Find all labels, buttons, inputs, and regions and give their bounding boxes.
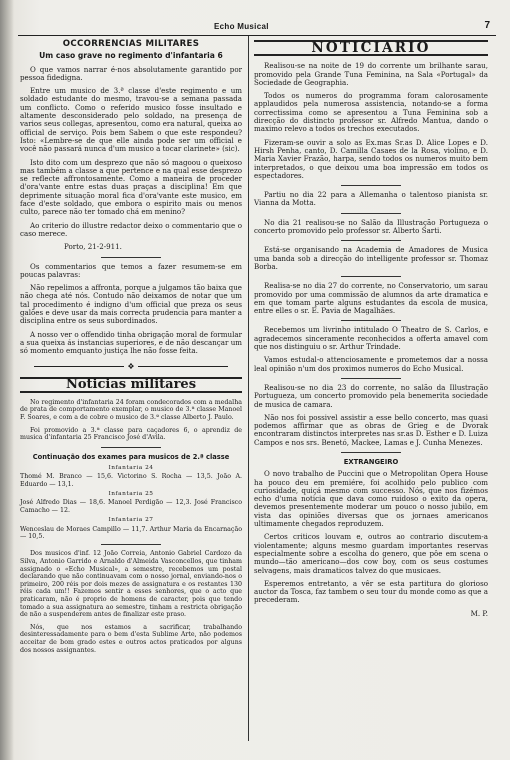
- news-item: Dos musicos d'inf. 12 João Correia, Antonio Gabriel Cardozo da Silva, Antonio Garrido e Arnaldo d'Almeida Vasconcellos, que tinham assignado o «Echo Musical», a semestre, recebemos um postal declarando que não continuavam com o nosso jornal, enviando-nos o primeiro, 200 réis por dois mezes de assignatura e os restantes 130 réis cada um!! Fazemos sentir a esses senhores, que o acto que praticaram, não é proprio de homens de caracter, pois que tendo tomado a sua assignatura ao semestre, tinham a restricta obrigação de não a suspenderem antes de finalizar este praso.: [20, 550, 242, 619]
- ornamental-divider: [20, 362, 242, 371]
- noticiario-title-box: [254, 40, 488, 56]
- exam-unit: Infantaria 27: [108, 517, 154, 524]
- paragraph: Não nos foi possivel assistir a esse bello concerto, mas quasi podemos affirmar que as obras de Grieg e de Dvorak encontraram distinctos interpretes nas sr.as D. Esther e D. Luiza Campos e nos srs. Benetó, Mackee, Lamas e J. Cunha Menezes.: [254, 412, 488, 447]
- article-subtitle: Um caso grave no regimento d'infantaria 6: [39, 51, 223, 61]
- divider-rule: [341, 378, 401, 379]
- exam-result: Thomé M. Branco — 15,6. Victorino S. Rocha — 13,5. João A. Eduardo — 13,1.: [20, 473, 242, 488]
- section-title-noticias-militares: Noticias militares: [65, 376, 197, 392]
- paragraph: O novo trabalho de Puccini que o Metropolitan Opera House ha pouco deu em premiére, foi acolhido pelo publico com curiosidade, quiçá mesmo com successo. Nós, que nos fizémos echo d'uma noticia que dava como ruidoso o exito da opera, devemos presentemente moderar um pouco o nosso jubilo, em vista das opiniões diversas que os jornaes americanos ultimamente chegados reproduzem.: [254, 469, 488, 529]
- section-title-occorrencias: OCCORRENCIAS MILITARES: [62, 39, 200, 49]
- right-column: [254, 38, 488, 623]
- divider-rule: [101, 257, 161, 258]
- paragraph: Ao criterio do illustre redactor deixo o commentario que o caso merece.: [20, 220, 242, 238]
- paragraph: O que vamos narrar é-nos absolutamente garantido por pessoa fidedigna.: [20, 64, 242, 82]
- letter-signature: Porto, 21-2-911.: [64, 242, 122, 252]
- paragraph: A nosso ver o offendido tinha obrigação moral de formular a sua queixa ás instancias superiores, e de não descançar um só momento emquanto justiça lhe não fosse feita.: [20, 329, 242, 356]
- news-item: Nós, que nos estamos a sacrificar, trabalhando desinteressadamente para o bem d'esta Sublime Arte, não podemos acceitar de bom grado estes e outros actos praticados por alguns dos nossos assignantes.: [20, 623, 242, 654]
- binding-gutter: [0, 0, 14, 760]
- noticias-militares-title-box: [20, 377, 242, 393]
- exam-result: Wenceslau de Moraes Campillo — 11,7. Arthur Maria da Encarnação — 10,5.: [20, 525, 242, 540]
- paragraph: No dia 21 realisou-se no Salão da Illustração Portugueza o concerto promovido pelo professor sr. Alberto Sarti.: [254, 217, 488, 236]
- section-title-noticiario: NOTICIARIO: [311, 40, 431, 56]
- section-title-extrangeiro: EXTRANGEIRO: [343, 457, 399, 466]
- divider-rule: [341, 276, 401, 277]
- paragraph: Os commentarios que temos a fazer resumem-se em poucas palavras:: [20, 261, 242, 279]
- news-item: Foi promovido a 3.ª classe para caçadores 6, o aprendiz de musica d'infantaria 25 Francisco José d'Avila.: [20, 426, 242, 442]
- paragraph: Partiu no dia 22 para a Allemanha o talentoso pianista sr. Vianna da Motta.: [254, 190, 488, 208]
- exam-unit: Infantaria 24: [108, 465, 154, 472]
- paragraph: Fizeram-se ouvir a solo as Ex.mas Sr.as D. Alice Lopes e D. Hirsh Penha, canto, D. Camilla Casaes de la Rosa, violino, e D. Maria Xavier Frazão, harpa, sendo todos os numeros muito bem interpretados, o que deixou uma boa impressão em todos os espectadores.: [254, 137, 488, 180]
- header-rule: [18, 35, 496, 36]
- paragraph: Realisou-se no dia 23 do corrente, no salão da Illustração Portugueza, um concerto promovido pela benemerita sociedade de musica de camara.: [254, 382, 488, 409]
- divider-rule: [341, 320, 401, 321]
- divider-rule: [341, 240, 401, 241]
- paragraph: Isto dito com um desprezo que não só magoou o queixoso mas também a classe a que pertence e na qual esse desprezo se reflecte affrontosamente. Como a maneira de proceder d'ora'vante entre estas duas praças a disciplina! Em que deprimente situação moral fica d'ora'vante este musico, em face d'este soldado, que embora o espirito mais ou menos culto, parece não ter tomado chá em menino?: [20, 157, 242, 217]
- ornament-icon: ❖: [127, 361, 135, 371]
- magazine-name: Echo Musical: [214, 22, 269, 31]
- paragraph: Todos os numeros do programma foram calorosamente applaudidos pela numerosa assistencia, notando-se a forma correctissima como se apresentou a Tuna Feminina sob a direcção do distincto professor sr. Alfredo Mantua, dando o maximo relevo a todos os trechos executados.: [254, 91, 488, 134]
- paragraph: Certos criticos louvam e, outros ao contrario discutem-a violentamente; alguns mesmo guardam importantes reservas especialmente sobre a escolha do genero, que pôe em scena o mundo—tão americano—dos cow boy, com os seus costumes selvagens, mais dramaticos talvez do que musicaes.: [254, 532, 488, 575]
- divider-rule: [101, 544, 161, 545]
- paragraph: Realisa-se no dia 27 do corrente, no Conservatorio, um sarau promovido por uma commissão de alumnos da arte dramatica e em que tomam parte alguns estudantes da escola de musica, entre elles o sr. E. Pavia de Magalhães.: [254, 281, 488, 316]
- left-column: [20, 38, 242, 659]
- news-item: No regimento d'infantaria 24 foram condecorados com a medalha de prata de comportamento exemplar, o musico de 3.ª classe Manoel F. Soares, e com a de cobre o musico de 3.ª classe Alberto J. Paulo.: [20, 398, 242, 421]
- paragraph: Esperemos entretanto, a vêr se esta partitura do glorioso auctor da Tosca, faz tambem o seu tour du monde como as que a precederam.: [254, 578, 488, 605]
- divider-rule: [341, 185, 401, 186]
- column-divider: [248, 36, 249, 741]
- divider-rule: [341, 452, 401, 453]
- divider-rule: [101, 447, 161, 448]
- paragraph: Realisou-se na noite de 19 do corrente um brilhante sarau, promovido pela Grande Tuna Feminina, na Sala «Portugal» da Sociedade de Geographia.: [254, 61, 488, 87]
- paragraph: Está-se organisando na Academia de Amadores de Musica uma banda sob a direcção do intelligente professor sr. Thomaz Borba.: [254, 245, 488, 271]
- paragraph: Entre um musico de 3.ª classe d'este regimento e um soldado estudante do mesmo, travou-se a semana passada um conflicto. Como o referido musico fosse insultado e altamente desconsiderado pelo soldado, na presença de varios seus collegas, apresentou, como era natural, queixa ao official de serviço. Pois bem Sabem o que este respondeu? Isto: «Lembre-se de que elle ainda pode ser um official e você não passará nunca d'um musico a tocar clarinete» (sic).: [20, 86, 242, 154]
- exam-result: José Alfredo Dias — 18,6. Manoel Perdigão — 12,3. José Francisco Camacho — 12.: [20, 499, 242, 514]
- paragraph: Vamos estudal-o attenciosamente e prometemos dar a nossa leal opinião n'um dos proximos numeros do Echo Musical.: [254, 355, 488, 373]
- exams-title: Continuação dos exames para musicos de 2.ª classe: [32, 452, 230, 461]
- exam-unit: Infantaria 25: [108, 491, 154, 498]
- paragraph: Não repelimos a affronta, porque a julgamos tão baixa que não chega até nós. Contudo não deixamos de notar que um tal procedimento é indigno d'um official que preza os seus galões e deve usar da mais correcta prudencia para manter a disciplina entre os seus subordinados.: [20, 283, 242, 326]
- page-header: [14, 22, 504, 36]
- paragraph: Recebemos um livrinho intitulado O Theatro de S. Carlos, e agradecemos sinceramente reconhecidos a offerta amavel com que nos distinguiu o sr. Arthur Trindade.: [254, 325, 488, 352]
- author-signature: M. P.: [470, 608, 488, 618]
- page-number: 7: [484, 20, 490, 31]
- divider-rule: [341, 213, 401, 214]
